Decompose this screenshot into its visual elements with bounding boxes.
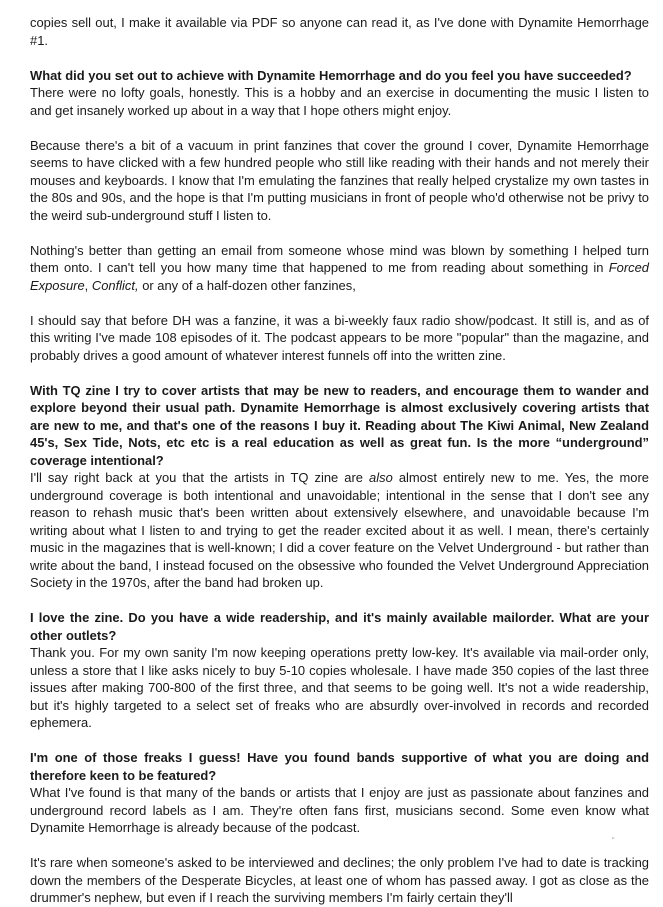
interview-question: What did you set out to achieve with Dynamite Hemorrhage and do you feel you have succeeded? [30, 67, 632, 83]
answer-paragraph [30, 242, 649, 295]
paragraph-gap [30, 294, 649, 312]
answer-paragraph: There were no lofty goals, honestly. This is a hobby and an exercise in documenting the music I listen to and get insanely worked up about in a way that I hope others might enjoy. [30, 85, 649, 118]
paragraph-gap [30, 364, 649, 382]
paragraph-gap [30, 224, 649, 242]
answer-paragraph: copies sell out, I make it available via PDF so anyone can read it, as I've done with Dynamite Hemorrhage #1. [30, 15, 649, 48]
answer-text: or any of a half-dozen other fanzines, [138, 277, 356, 293]
answer-paragraph: What I've found is that many of the bands or artists that I enjoy are just as passionate about fanzines and underground record labels as I am. They're often fans first, musicians second. Some even know what Dynamite Hemorrhage is already because of the podcast. [30, 785, 649, 835]
answer-text: Nothing's better than getting an email from someone whose mind was blown by something I helped turn them onto. I can't tell you how many time that happened to me from reading about something in [30, 242, 649, 275]
answer-text: almost entirely new to me. Yes, the more underground coverage is both intentional and unavoidable; intentional in the sense that I don't see any reason to rehash music that's been written about extensively elsewhere, and unavoidable because I'm writing about what I listen to and trying to get the reader excited about it as well. I mean, there's certainly music in the magazines that is well-known; I did a cover feature on the Velvet Underground - but rather than write about the band, I instead focused on the obsessive who founded the Velvet Underground Appreciation Society in the 1970s, after the band had broken up. [30, 470, 649, 590]
answer-paragraph: It's rare when someone's asked to be interviewed and declines; the only problem I've had to date is tracking down the members of the Desperate Bicycles, at least one of whom has passed away. I got as close as the drummer's nephew, but even if I reach the surviving members I'm fairly certain they'll [30, 855, 649, 905]
paragraph-gap [30, 592, 649, 610]
interview-question: I love the zine. Do you have a wide readership, and it's mainly available mailorder. What are your other outlets? [30, 610, 649, 643]
interview-question: I'm one of those freaks I guess! Have you found bands supportive of what you are doing and therefore keen to be featured? [30, 750, 649, 783]
paragraph-gap [30, 119, 649, 137]
answer-paragraph: I should say that before DH was a fanzine, it was a bi-weekly faux radio show/podcast. It still is, and as of this writing I've made 108 episodes of it. The podcast appears to be more "popular" than the magazine, and probably drives a good amount of whatever interest funnels off into the written zine. [30, 312, 649, 363]
page-mark: “ [612, 836, 615, 845]
interview-question: With TQ zine I try to cover artists that may be new to readers, and encourage them to wander and explore beyond their usual path. Dynamite Hemorrhage is almost exclusively covering artists that are new to me, and that's one of the reasons I buy it. Reading about The Kiwi Animal, New Zealand 45's, Sex Tide, Nots, etc etc is a real education as well as great fun. Is the more “underground” coverage intentional? [30, 382, 649, 468]
answer-text: I'll say right back at you that the artists in TQ zine are [30, 470, 370, 485]
answer-paragraph: Because there's a bit of a vacuum in print fanzines that cover the ground I cover, Dynamite Hemorrhage seems to have clicked with a few hundred people who still like reading with their hands and not merely their mouses and keyboards. I know that I'm emulating the fanzines that really helped crystalize my own tastes in the 80s and 90s, and the hope is that I'm putting musicians in front of people who'd otherwise not be privy to the weird sub-underground stuff I listen to. [30, 137, 649, 223]
answer-paragraph: Thank you. For my own sanity I'm now keeping operations pretty low-key. It's available via mail-order only, unless a store that I like asks nicely to buy 5-10 copies wholesale. I have made 350 copies of the last three issues after making 700-800 of the first three, and that seems to be going well. It's not a wide readership, but it's highly targeted to a select set of freaks who are absurdly over-involved in records and recorded ephemera. [30, 645, 649, 730]
paragraph-gap [30, 49, 649, 67]
paragraph-gap [30, 837, 649, 855]
zine-title: Conflict, [91, 277, 139, 293]
zine-title: Forced Exposure [30, 260, 649, 293]
emphasis-text: also [369, 470, 393, 485]
answer-text: , [84, 277, 92, 293]
answer-paragraph [30, 469, 649, 592]
paragraph-gap [30, 732, 649, 750]
